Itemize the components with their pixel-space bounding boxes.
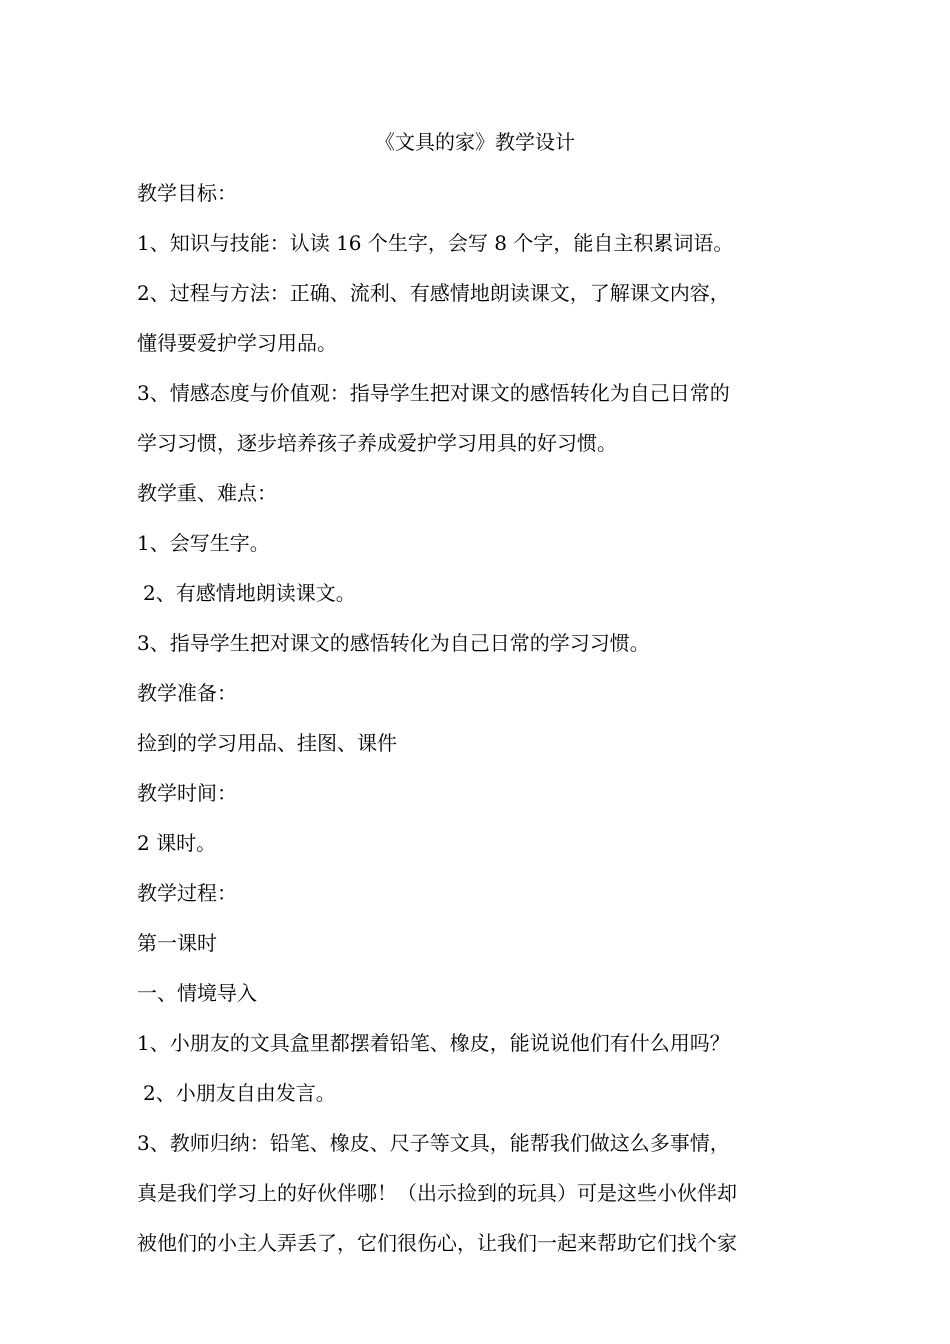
- teaching-time-text: 2 课时。: [137, 831, 217, 855]
- goal-process-methods: 2、过程与方法：正确、流利、有感情地朗读课文，了解课文内容，: [137, 281, 730, 305]
- lesson-one-heading: 第一课时: [137, 931, 217, 955]
- goal-process-methods-cont: 懂得要爱护学习用品。: [137, 331, 337, 355]
- heading-teaching-process: 教学过程：: [137, 881, 237, 905]
- key-point-item: 3、指导学生把对课文的感悟转化为自己日常的学习习惯。: [137, 631, 650, 655]
- process-step-cont: 被他们的小主人弄丢了，它们很伤心，让我们一起来帮助它们找个家: [137, 1231, 737, 1255]
- process-step-cont: 真是我们学习上的好伙伴哪！（出示捡到的玩具）可是这些小伙伴却: [137, 1181, 737, 1205]
- heading-teaching-prep: 教学准备：: [137, 681, 237, 705]
- process-step: 1、小朋友的文具盒里都摆着铅笔、橡皮，能说说他们有什么用吗？: [137, 1031, 730, 1055]
- goal-knowledge-skills: 1、知识与技能：认读 16 个生字，会写 8 个字，能自主积累词语。: [137, 231, 734, 255]
- teaching-prep-text: 捡到的学习用品、挂图、课件: [137, 731, 397, 755]
- goal-emotion-values: 3、情感态度与价值观：指导学生把对课文的感悟转化为自己日常的: [137, 381, 730, 405]
- heading-key-points: 教学重、难点：: [137, 481, 277, 505]
- key-point-item: 2、有感情地朗读课文。: [143, 581, 356, 605]
- goal-emotion-values-cont: 学习习惯，逐步培养孩子养成爱护学习用具的好习惯。: [137, 431, 617, 455]
- section-scene-intro: 一、情境导入: [137, 981, 257, 1005]
- process-step: 2、小朋友自由发言。: [143, 1081, 336, 1105]
- heading-teaching-time: 教学时间：: [137, 781, 237, 805]
- process-step: 3、教师归纳：铅笔、橡皮、尺子等文具，能帮我们做这么多事情，: [137, 1131, 730, 1155]
- document-body: [137, 168, 827, 1268]
- key-point-item: 1、会写生字。: [137, 531, 270, 555]
- heading-teaching-goals: 教学目标：: [137, 181, 237, 205]
- document-title: 《文具的家》教学设计: [375, 130, 575, 154]
